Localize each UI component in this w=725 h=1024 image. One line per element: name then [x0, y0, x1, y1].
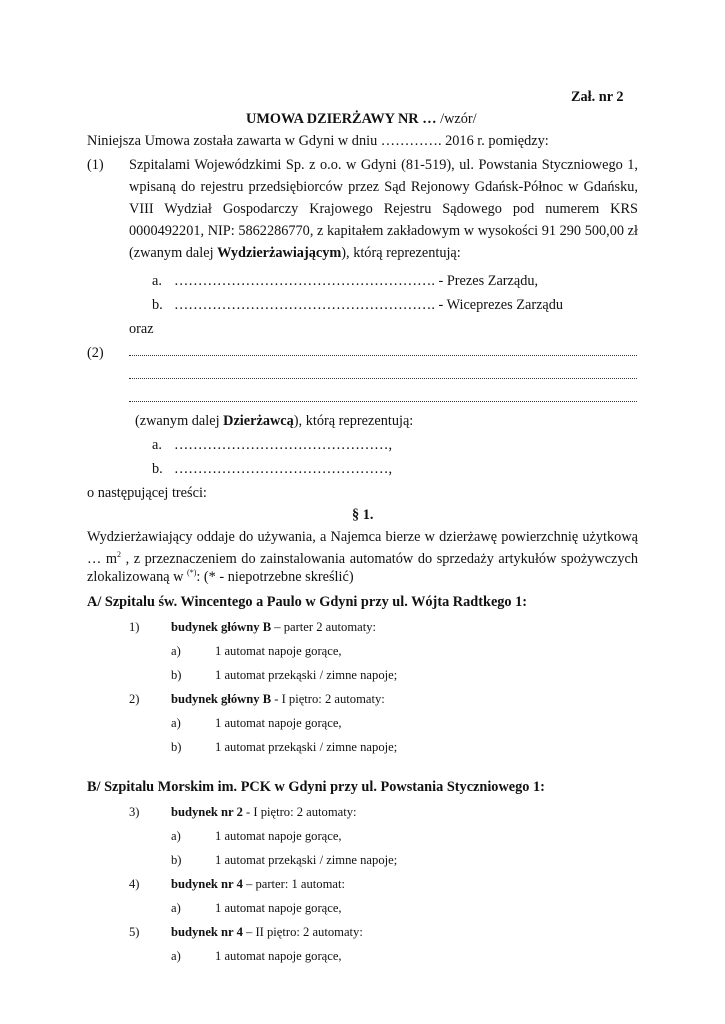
item-3a-letter: a): [171, 829, 181, 843]
footnote-marker: (*): [187, 568, 197, 578]
party2-rep-b-letter: b.: [152, 461, 163, 477]
party1-line-3: VIII Wydział Gospodarczy Krajowego Rejestru Sądowego pod numerem KRS: [129, 201, 638, 217]
party1-number: (1): [87, 157, 104, 173]
item-4-building: budynek nr 4: [171, 877, 243, 891]
item-1-building: budynek główny B: [171, 620, 275, 634]
party1-line-2: wpisaną do rejestru przedsiębiorców przez Sąd Rejonowy Gdańsk-Północ w Gdańsku,: [129, 179, 638, 195]
party2-alias-line: [135, 414, 413, 428]
contract-title-bold: UMOWA DZIERŻAWY NR …: [246, 111, 441, 127]
party2-alias-suffix: ), którą reprezentują:: [293, 413, 414, 429]
item-4a-letter: a): [171, 901, 181, 915]
party1-rep-a-role: - Prezes Zarządu,: [434, 273, 539, 289]
contract-title: [246, 112, 477, 126]
item-5: [171, 926, 363, 939]
item-5a-letter: a): [171, 949, 181, 963]
party2-number: (2): [87, 345, 104, 361]
party1-alias: Wydzierżawiającym: [217, 245, 342, 261]
section-1-line-1: Wydzierżawiający oddaje do używania, a Najemca bierze w dzierżawę powierzchnię użytkową: [87, 529, 638, 545]
party1-line-5: [129, 246, 461, 260]
item-1b-letter: b): [171, 668, 182, 682]
party2-blank-line-3: [129, 401, 637, 402]
party1-rep-b-letter: b.: [152, 297, 163, 313]
item-4-desc: – parter: 1 automat:: [242, 877, 345, 891]
party1-rep-b: [174, 298, 563, 312]
item-3-building: budynek nr 2: [171, 805, 243, 819]
party1-rep-a-blank: ……………………………………………….: [174, 273, 435, 289]
party2-rep-a-blank: ………………………………………,: [174, 437, 393, 453]
party2-alias-prefix: (zwanym dalej: [135, 413, 224, 429]
item-5a-text: 1 automat napoje gorące,: [215, 949, 342, 963]
item-1-desc: – parter 2 automaty:: [274, 620, 377, 634]
item-2-building: budynek główny B: [171, 692, 272, 706]
party2-rep-a-letter: a.: [152, 437, 162, 453]
item-5-building: budynek nr 4: [171, 925, 243, 939]
section-1-purpose: , z przeznaczeniem do zainstalowania automatów do sprzedaży artykułów spożywczych: [121, 551, 638, 567]
item-2a-letter: a): [171, 716, 181, 730]
oraz-connector: oraz: [129, 321, 154, 337]
party1-rep-a-letter: a.: [152, 273, 162, 289]
item-5-desc: – II piętro: 2 automaty:: [242, 925, 363, 939]
item-3b-text: 1 automat przekąski / zimne napoje;: [215, 853, 398, 867]
following-text: o następującej treści:: [87, 485, 207, 501]
item-2b-text: 1 automat przekąski / zimne napoje;: [215, 740, 398, 754]
party1-alias-prefix: (zwanym dalej: [129, 245, 218, 261]
item-2-number: 2): [129, 692, 140, 706]
party1-rep-a: [174, 274, 538, 288]
party1-rep-b-blank: ……………………………………………….: [174, 297, 435, 313]
item-3-number: 3): [129, 805, 140, 819]
footnote-note: : (* - niepotrzebne skreślić): [196, 569, 354, 585]
intro-sentence: Niniejsza Umowa została zawarta w Gdyni w dniu …………. 2016 r. pomiędzy:: [87, 133, 549, 149]
item-1a-letter: a): [171, 644, 181, 658]
item-3a-text: 1 automat napoje gorące,: [215, 829, 342, 843]
attachment-label: Zał. nr 2: [571, 89, 624, 105]
party2-alias: Dzierżawcą: [223, 413, 294, 429]
location-a-heading: A/ Szpitalu św. Wincentego a Paulo w Gdyni przy ul. Wójta Radtkego 1:: [87, 594, 528, 610]
party2-blank-line-1: [129, 355, 637, 356]
party1-alias-suffix: ), którą reprezentują:: [341, 245, 461, 261]
party1-line-4: 0000492201, NIP: 5862286770, z kapitałem zakładowym w wysokości 91 290 500,00 zł: [129, 223, 638, 239]
contract-title-normal: /wzór/: [440, 111, 477, 127]
party1-line-1: Szpitalami Wojewódzkimi Sp. z o.o. w Gdyni (81-519), ul. Powstania Styczniowego 1,: [129, 157, 638, 173]
item-1: [171, 621, 376, 634]
location-lead: zlokalizowaną w: [87, 569, 188, 585]
section-1-line-2: [87, 552, 638, 566]
section-1-heading: § 1.: [352, 507, 374, 523]
item-1-number: 1): [129, 620, 140, 634]
item-3: [171, 806, 357, 819]
item-5-number: 5): [129, 925, 140, 939]
item-2-desc: - I piętro: 2 automaty:: [271, 692, 385, 706]
item-2a-text: 1 automat napoje gorące,: [215, 716, 342, 730]
location-b-heading: B/ Szpitalu Morskim im. PCK w Gdyni przy ul. Powstania Styczniowego 1:: [87, 779, 545, 795]
item-2b-letter: b): [171, 740, 182, 754]
party2-rep-b-blank: ………………………………………,: [174, 461, 393, 477]
item-4: [171, 878, 345, 891]
item-4-number: 4): [129, 877, 140, 891]
item-1b-text: 1 automat przekąski / zimne napoje;: [215, 668, 398, 682]
item-2: [171, 693, 385, 706]
item-3b-letter: b): [171, 853, 182, 867]
party2-blank-line-2: [129, 378, 637, 379]
area-unit-exponent: 2: [117, 550, 121, 560]
item-4a-text: 1 automat napoje gorące,: [215, 901, 342, 915]
item-1a-text: 1 automat napoje gorące,: [215, 644, 342, 658]
item-3-desc: - I piętro: 2 automaty:: [242, 805, 357, 819]
section-1-line-3: [87, 570, 354, 584]
party1-rep-b-role: - Wiceprezes Zarządu: [434, 297, 564, 313]
area-blank: … m: [87, 551, 117, 567]
